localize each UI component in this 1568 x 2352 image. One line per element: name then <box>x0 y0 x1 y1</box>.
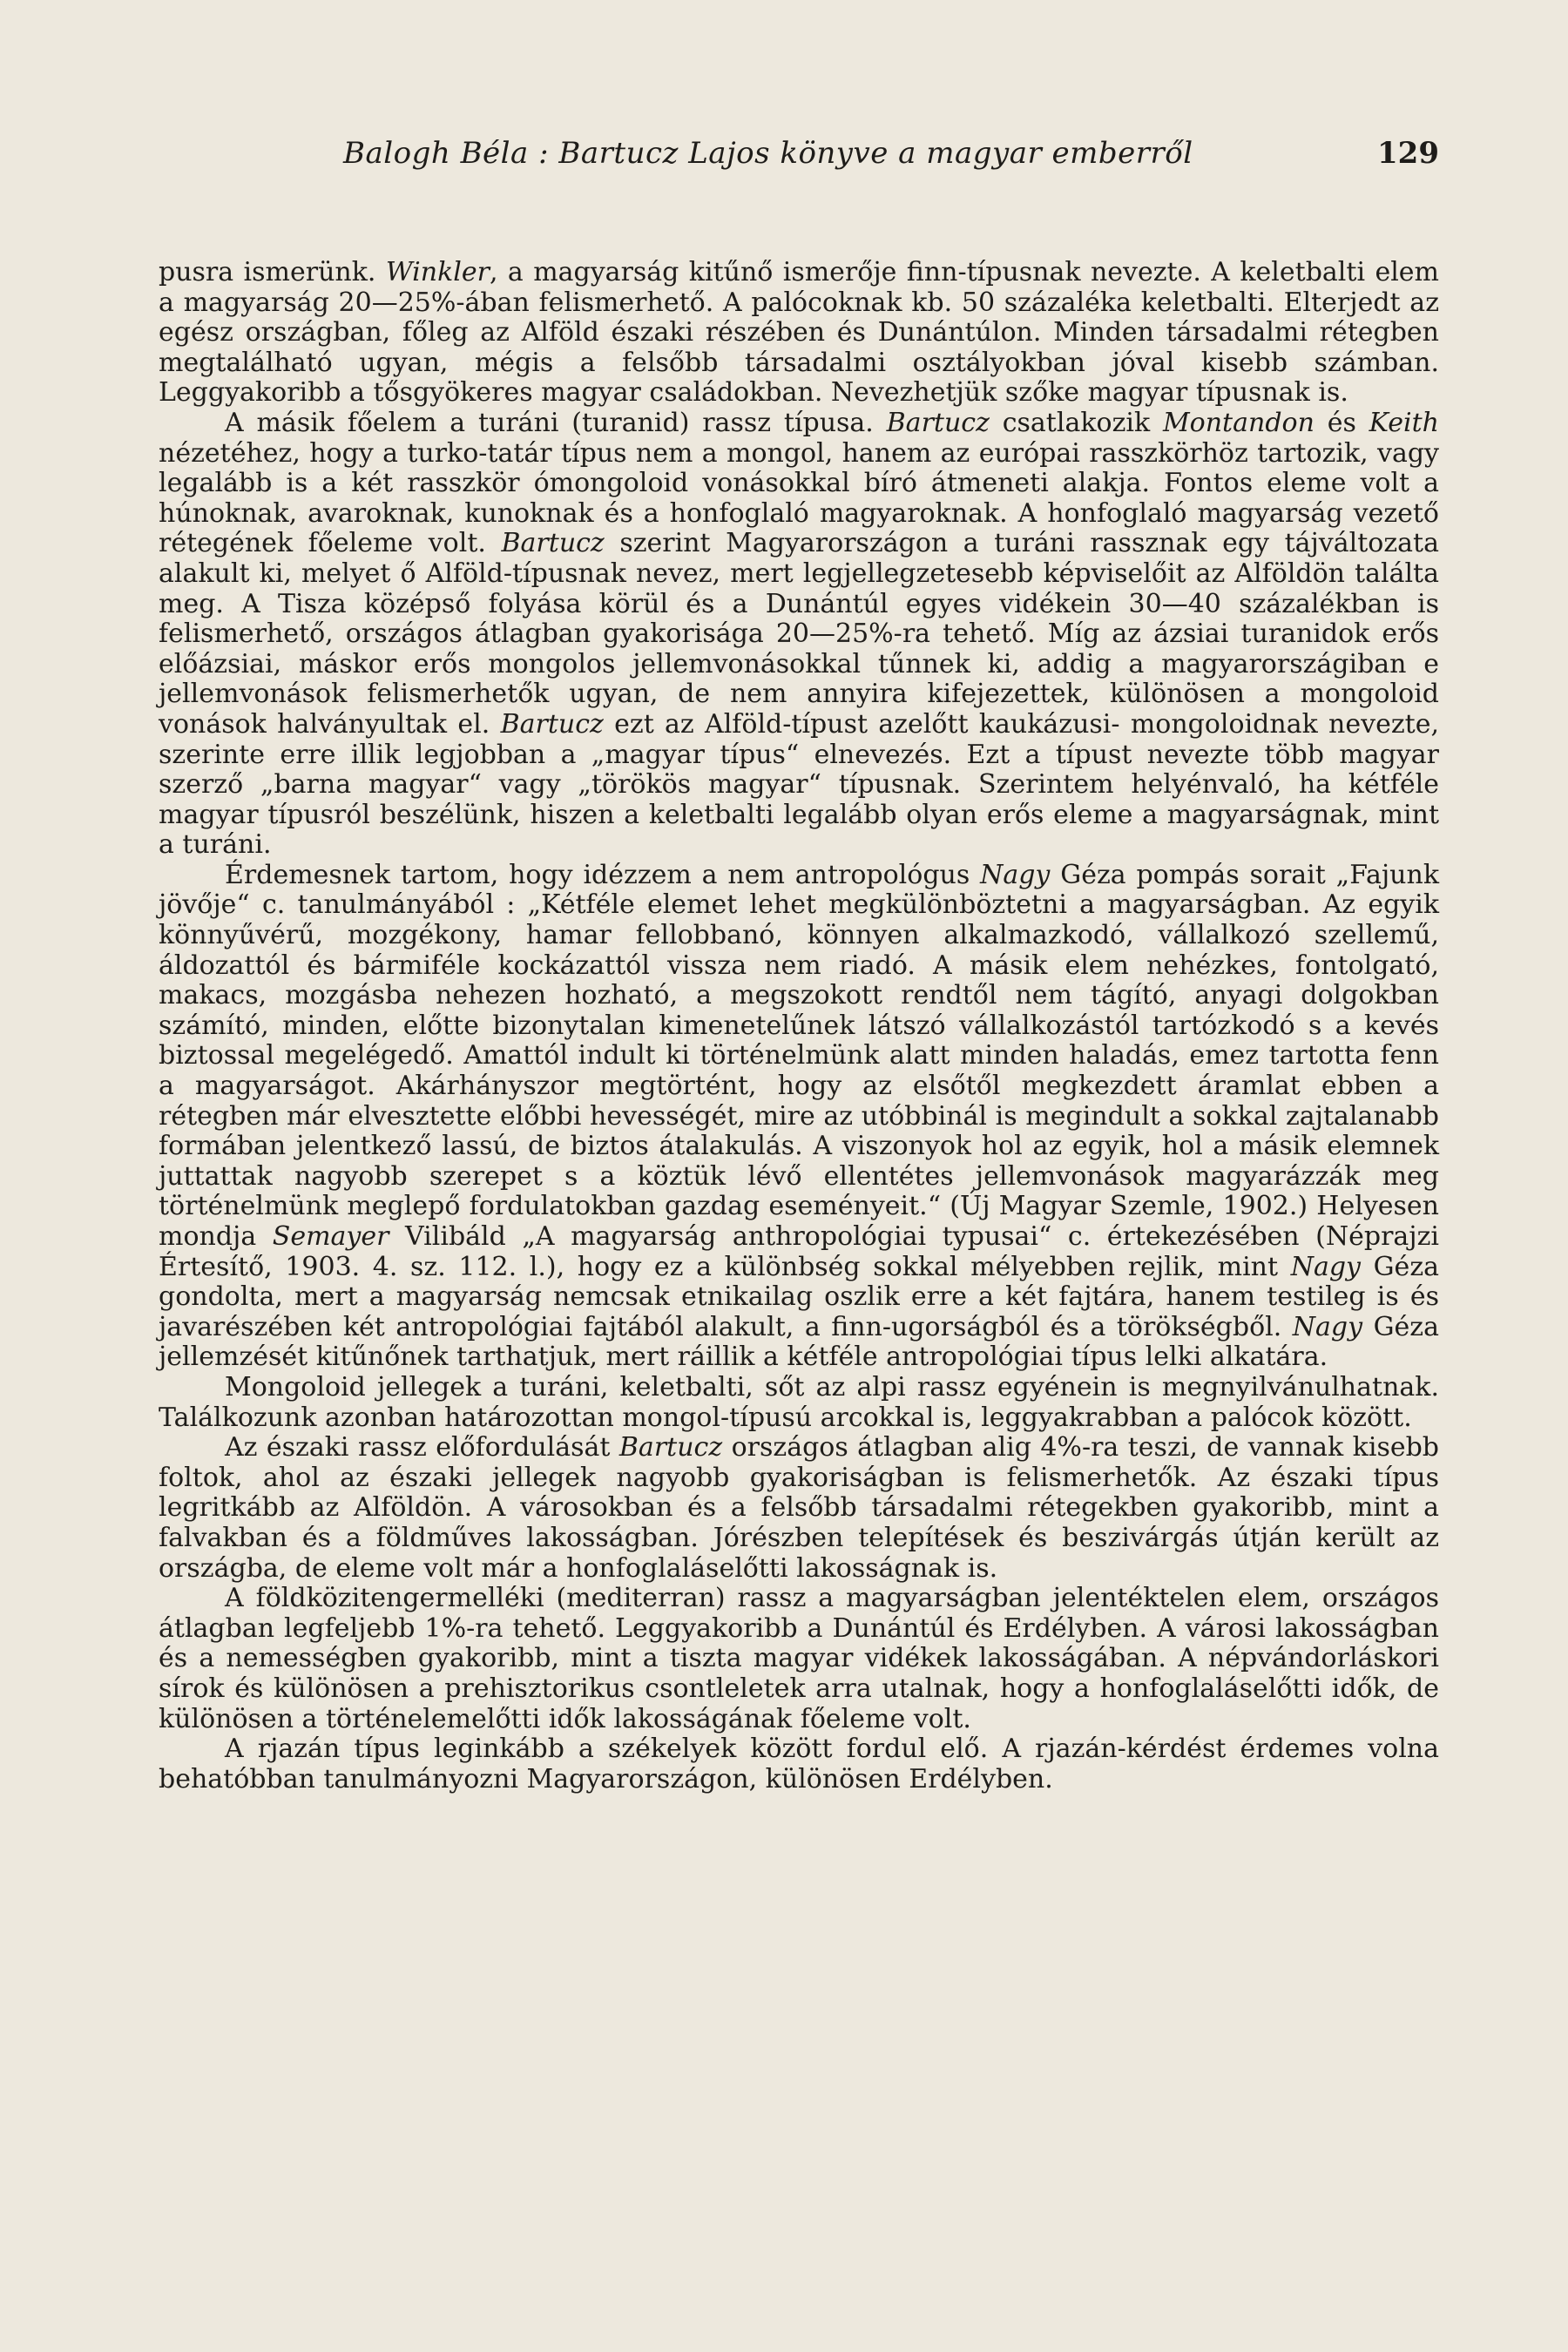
italic-name: Nagy <box>1292 1311 1363 1342</box>
italic-name: Semayer <box>272 1221 389 1252</box>
italic-name: Bartucz <box>501 528 605 559</box>
text-run: ezt az Alföld-típust azelőtt kaukázusi- mongoloidnak nevezte, szerinte erre illik legjobban a „magyar típus“ elnevezés. Ezt a típust nevezte több magyar szerző „barna magyar“ vagy „törökös magyar“ típusnak. Szerintem helyénvaló, ha kétféle magyar típusról beszélünk, hiszen a keletbalti legalább olyan erős eleme a magyarságnak, mint a turáni. <box>159 708 1439 861</box>
running-title: Balogh Béla : Bartucz Lajos könyve a magyar emberről <box>343 136 1193 171</box>
italic-name: Bartucz <box>618 1432 723 1463</box>
body-text <box>159 258 1439 1794</box>
italic-name: Montandon <box>1162 407 1315 438</box>
text-run: A földközitengermelléki (mediterran) rassz a magyarságban jelentéktelen elem, országos átlagban legfeljebb 1%-ra tehető. Leggyakoribb a Dunántúl és Erdélyben. A városi lakosságban és a nemességben gyakoribb, mint a tiszta magyar vidékek lakosságában. A népvándorláskori sírok és különösen a prehisztorikus csontleletek arra utalnak, hogy a honfoglaláselőtti idők, de különösen a történelemelőtti idők lakosságának főeleme volt. <box>159 1583 1439 1734</box>
running-head <box>159 136 1439 188</box>
text-run: és <box>1314 407 1369 438</box>
paragraph <box>159 1584 1439 1734</box>
text-run: Érdemesnek tartom, hogy idézzem a nem antropológus <box>225 859 981 890</box>
italic-name: Nagy <box>980 859 1051 890</box>
text-run: országos átlagban alig 4%-ra teszi, de vannak kisebb foltok, ahol az északi jellegek nagyobb gyakoriságban is felismerhetők. Az északi típus legritkább az Alföldön. A városokban és a felsőbb társadalmi rétegekben gyakoribb, mint a falvakban és a földműves lakosságban. Jórészben telepítések és beszivárgás útján került az országba, de eleme volt már a honfoglaláselőtti lakosságnak is. <box>159 1432 1439 1584</box>
page-number: 129 <box>1377 136 1439 171</box>
italic-name: Keith <box>1369 407 1439 438</box>
italic-name: Bartucz <box>500 708 604 740</box>
text-run: nézetéhez, hogy a turko-tatár típus nem a mongol, hanem az európai rasszkörhöz tartozik, vagy legalább is a két rasszkör ómongoloid vonásokkal bíró átmeneti alakja. Fontos eleme volt a húnoknak, avaroknak, kunoknak és a honfoglaló magyaroknak. A honfoglaló magyarság vezető rétegének főeleme volt. <box>159 437 1439 559</box>
paragraph <box>159 1373 1439 1433</box>
text-run: pusra ismerünk. <box>159 257 386 287</box>
text-run: Géza pompás sorait „Fajunk jövője“ c. tanulmányából : „Kétféle elemet lehet megkülönböztetni a magyarságban. Az egyik könnyűvérű, mozgékony, hamar fellobbanó, könnyen alkalmazkodó, vállalkozó szellemű, áldozattól és bármiféle kockázattól vissza nem riadó. A másik elem nehézkes, fontolgató, makacs, mozgásba nehezen hozható, a megszokott rendtől nem tágító, anyagi dolgokban számító, minden, előtte bizonytalan kimenetelűnek látszó vállalkozástól tartózkodó s a kevés biztossal megelégedő. Amattól indult ki történelmünk alatt minden haladás, emez tartotta fenn a magyarságot. Akárhányszor megtörtént, hogy az elsőtől megkezdett áramlat ebben a rétegben már elvesztette előbbi hevességét, mire az utóbbinál is megindult a sokkal zajtalanabb formában jelentkező lassú, de biztos átalakulás. A viszonyok hol az egyik, hol a másik elemnek juttattak nagyobb szerepet s a köztük lévő ellentétes jellemvonások magyarázzák meg történelmünk meglepő fordulatokban gazdag eseményeit.“ (Új Magyar Szemle, 1902.) Helyesen mondja <box>159 859 1439 1252</box>
text-run: Vilibáld „A magyarság anthropológiai typusai“ c. értekezésében (Néprajzi Értesítő, 1903. 4. sz. 112. l.), hogy ez a különbség sokkal mélyebben rejlik, mint <box>159 1221 1440 1282</box>
text-run: szerint Magyarországon a turáni rassznak egy tájváltozata alakult ki, melyet ő Alföld-típusnak nevez, mert legjellegzetesebb képviselőit az Alföldön találta meg. A Tisza középső folyása körül és a Dunántúl egyes vidékein 30—40 százalékban is felismerhető, országos átlagban gyakorisága 20—25%-ra tehető. Míg az ázsiai turanidok erős előázsiai, máskor erős mongolos jellemvonásokkal tűnnek ki, addig a magyarországiban e jellemvonások felismerhetők ugyan, de nem annyira kifejezettek, különösen a mongoloid vonások halványultak el. <box>159 528 1439 740</box>
text-run: Géza gondolta, mert a magyarság nemcsak etnikailag oszlik erre a két fajtára, hanem testileg is és javarészében két antropológiai fajtából alakult, a finn-ugorságból és a törökségből. <box>159 1251 1440 1342</box>
text-run: A rjazán típus leginkább a székelyek között fordul elő. A rjazán-kérdést érdemes volna behatóbban tanulmányozni Magyarországon, különösen Erdélyben. <box>159 1734 1439 1794</box>
paragraph <box>159 258 1439 409</box>
paragraph <box>159 409 1439 861</box>
paragraph <box>159 1734 1439 1794</box>
text-run: Géza jellemzését kitűnőnek tarthatjuk, mert ráillik a kétféle antropológiai típus lelki alkatára. <box>159 1311 1439 1373</box>
text-run: csatlakozik <box>989 407 1163 438</box>
text-run: A másik főelem a turáni (turanid) rassz típusa. <box>225 407 887 438</box>
italic-name: Bartucz <box>886 407 990 438</box>
paragraph <box>159 861 1439 1373</box>
italic-name: Nagy <box>1290 1251 1361 1282</box>
text-run: , a magyarság kitűnő ismerője finn-típusnak nevezte. A keletbalti elem a magyarság 20—25%-ában felismerhető. A palócoknak kb. 50 százaléka keletbalti. Elterjedt az egész országban, főleg az Alföld északi részében és Dunántúlon. Minden társadalmi rétegben megtalálható ugyan, mégis a felsőbb társadalmi osztályokban jóval kisebb számban. Leggyakoribb a tősgyökeres magyar családokban. Nevezhetjük szőke magyar típusnak is. <box>159 257 1439 409</box>
text-run: Mongoloid jellegek a turáni, keletbalti, sőt az alpi rassz egyénein is megnyilvánulhatnak. Találkozunk azonban határozottan mongol-típusú arcokkal is, leggyakrabban a palócok között. <box>159 1371 1439 1433</box>
text-run: Az északi rassz előfordulását <box>225 1432 619 1463</box>
paragraph <box>159 1433 1439 1584</box>
italic-name: Winkler <box>385 257 490 287</box>
